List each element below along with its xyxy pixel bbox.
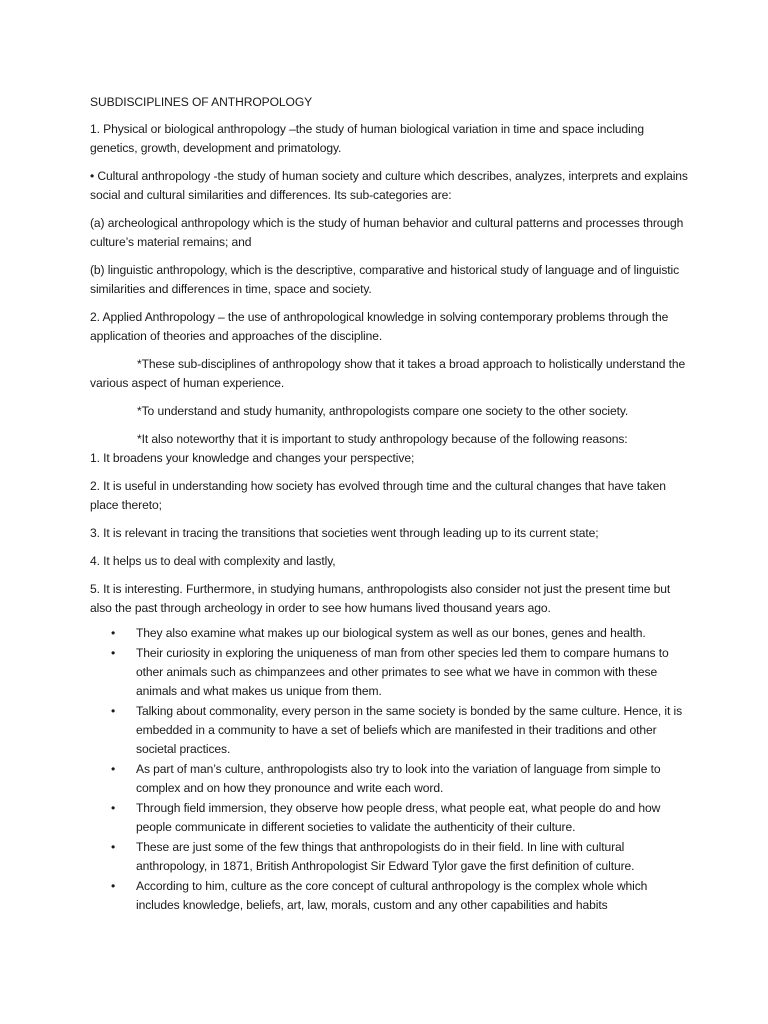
bullet-list — [90, 624, 688, 915]
bullet-icon: • — [111, 879, 116, 893]
paragraph-reasons-intro: *It also noteworthy that it is important to study anthropology because of the following reasons: — [137, 432, 628, 446]
bullet-text: Their curiosity in exploring the uniqueness of man from other species led them to compare humans to other animals such as chimpanzees and other primates to see what we have in common with these animals and what makes us unique from them. — [136, 646, 669, 698]
bullet-icon: • — [111, 704, 116, 718]
bullet-item-commonality — [111, 702, 688, 759]
reason-item-1: 1. It broadens your knowledge and changes your perspective; — [90, 451, 415, 465]
bullet-text: These are just some of the few things that anthropologists do in their field. In line with cultural anthropology, in 1871, British Anthropologist Sir Edward Tylor gave the first definition of culture. — [136, 840, 635, 873]
paragraph-linguistic-anthropology: (b) linguistic anthropology, which is the descriptive, comparative and historical study of language and of linguistic similarities and differences in time, space and society. — [90, 263, 680, 296]
reason-item-3: 3. It is relevant in tracing the transitions that societies went through leading up to its current state; — [90, 526, 599, 540]
bullet-icon: • — [111, 646, 116, 660]
reason-item-2: 2. It is useful in understanding how society has evolved through time and the cultural changes that have taken place thereto; — [90, 479, 666, 512]
paragraph-cultural-anthropology: • Cultural anthropology -the study of human society and culture which describes, analyzes, interprets and explains social and cultural similarities and differences. Its sub-categories are: — [90, 169, 688, 202]
bullet-icon: • — [111, 801, 116, 815]
bullet-text: According to him, culture as the core concept of cultural anthropology is the complex whole which includes knowledge, beliefs, art, law, morals, custom and any other capabilities and habits — [136, 879, 648, 912]
paragraph-applied-anthropology: 2. Applied Anthropology – the use of anthropological knowledge in solving contemporary problems through the application of theories and approaches of the discipline. — [90, 310, 669, 343]
bullet-item-biological-system — [111, 624, 688, 643]
bullet-icon: • — [111, 626, 116, 640]
paragraph-holistic-note: *These sub-disciplines of anthropology show that it takes a broad approach to holistically understand the various aspect of human experience. — [90, 357, 686, 390]
reason-item-4: 4. It helps us to deal with complexity and lastly, — [90, 554, 336, 568]
bullet-item-language-variation — [111, 760, 688, 798]
reason-item-5: 5. It is interesting. Furthermore, in studying humans, anthropologists also consider not just the present time but also the past through archeology in order to see how humans lived thousand years ago. — [90, 582, 671, 615]
bullet-item-field-immersion — [111, 799, 688, 837]
paragraph-archeological-anthropology: (a) archeological anthropology which is the study of human behavior and cultural patterns and processes through culture’s material remains; and — [90, 216, 684, 249]
bullet-item-culture-core-concept — [111, 877, 688, 915]
bullet-text: Talking about commonality, every person in the same society is bonded by the same culture. Hence, it is embedded in a community to have a set of beliefs which are manifested in their traditions and other societal practices. — [136, 704, 683, 756]
bullet-text: They also examine what makes up our biological system as well as our bones, genes and health. — [136, 626, 646, 640]
bullet-text: Through field immersion, they observe how people dress, what people eat, what people do and how people communicate in different societies to validate the authenticity of their culture. — [136, 801, 661, 834]
document-title: SUBDISCIPLINES OF ANTHROPOLOGY — [90, 95, 313, 109]
paragraph-physical-anthropology: 1. Physical or biological anthropology –the study of human biological variation in time and space including genetics, growth, development and primatology. — [90, 122, 645, 155]
bullet-icon: • — [111, 762, 116, 776]
bullet-item-tylor-definition — [111, 838, 688, 876]
bullet-text: As part of man’s culture, anthropologists also try to look into the variation of language from simple to complex and on how they pronounce and write each word. — [136, 762, 661, 795]
bullet-icon: • — [111, 840, 116, 854]
bullet-item-curiosity — [111, 644, 688, 701]
paragraph-compare-societies-note: *To understand and study humanity, anthropologists compare one society to the other society. — [137, 404, 629, 418]
